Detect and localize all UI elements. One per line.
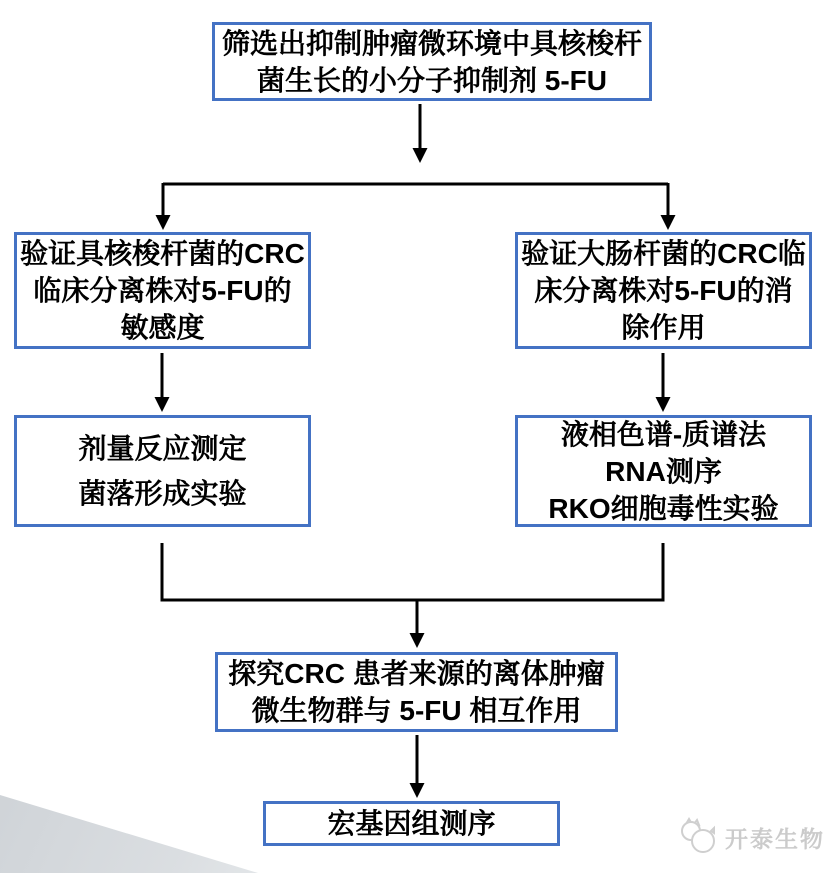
- node-text-line: 探究CRC 患者来源的离体肿瘤: [228, 658, 605, 689]
- node-lcms-rna-rko: [515, 415, 812, 527]
- logo-icon: [678, 817, 718, 857]
- arrow-fuso-to-dose: [155, 353, 170, 412]
- node-text-line: 临床分离株对5-FU的: [33, 275, 292, 306]
- arrow-exvivo-to-metagenome: [410, 735, 425, 798]
- node-text-line: 敏感度: [120, 312, 205, 343]
- node-text-line: 菌落形成实验: [78, 478, 247, 509]
- node-dose-response-colony: [14, 415, 311, 527]
- merge-connector: [161, 543, 665, 648]
- node-text-line: 剂量反应测定: [78, 433, 247, 464]
- logo-text: 开泰生物: [725, 825, 825, 852]
- node-fusobacterium-sensitivity: [14, 232, 311, 349]
- company-logo: [678, 817, 825, 857]
- node-text-line: 菌生长的小分子抑制剂 5-FU: [256, 64, 607, 96]
- node-text-line: 验证大肠杆菌的CRC临: [521, 238, 806, 269]
- node-text-line: 宏基因组测序: [327, 808, 496, 839]
- node-text-line: RNA测序: [605, 455, 722, 487]
- node-text-line: 除作用: [621, 312, 706, 343]
- arrow-ecoli-to-lcms: [656, 353, 671, 412]
- node-ecoli-elimination: [515, 232, 812, 349]
- node-text-line: RKO细胞毒性实验: [548, 492, 779, 524]
- node-text-line: 筛选出抑制肿瘤微环境中具核梭杆: [221, 27, 642, 59]
- arrow-screening-down: [413, 104, 428, 163]
- node-metagenomic-sequencing: [263, 801, 560, 846]
- node-text-line: 验证具核梭杆菌的CRC: [20, 238, 305, 269]
- node-text-line: 床分离株对5-FU的消: [534, 275, 793, 306]
- node-exvivo-interaction: [215, 652, 618, 732]
- node-text-line: 微生物群与 5-FU 相互作用: [251, 695, 582, 726]
- node-text-line: 液相色谱-质谱法: [560, 418, 767, 450]
- split-branch: [156, 183, 676, 230]
- node-screening: [212, 22, 652, 101]
